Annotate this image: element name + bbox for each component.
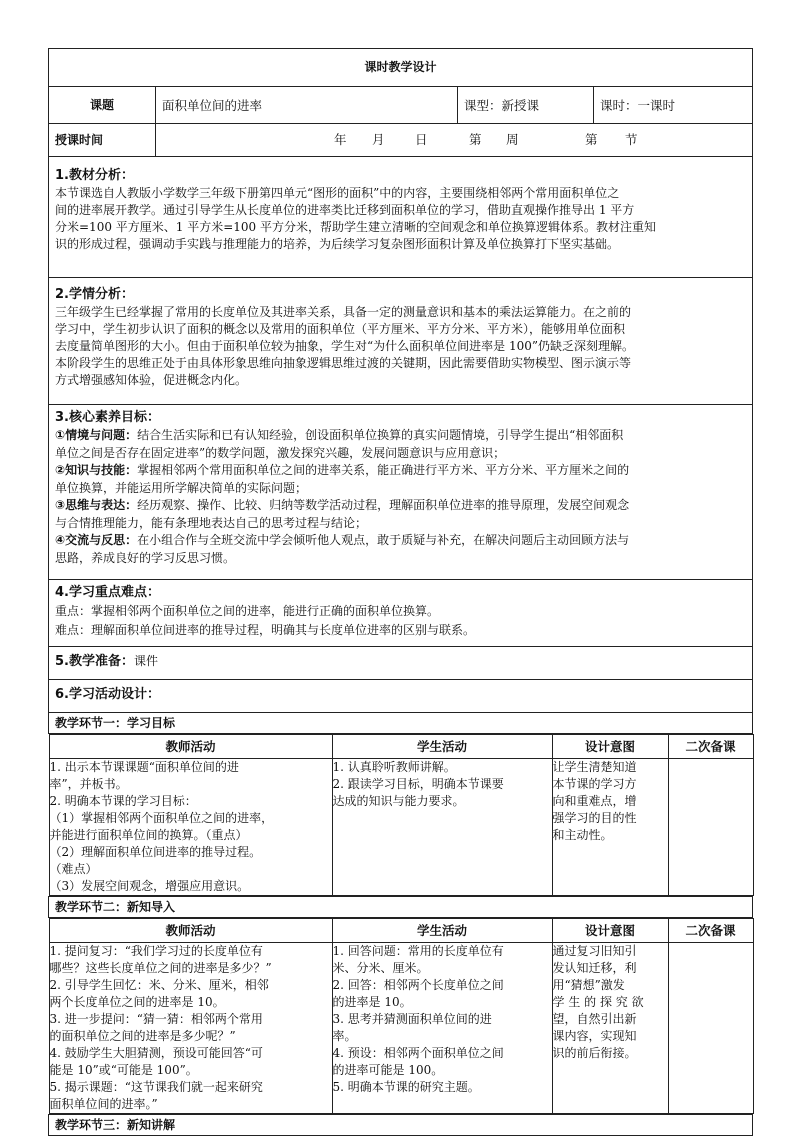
literacy-key: ③思维与表达： (55, 498, 138, 512)
analysis-line: 本节课选自人教版小学数学三年级下册第四单元“图形的面积”中的内容，主要围绕相邻两个常用面积单位之 (55, 186, 620, 200)
stage-1-student (332, 759, 552, 896)
student-line: 的进率是 10。 (332, 995, 412, 1009)
col-teacher: 教师活动 (49, 735, 332, 759)
analysis-line: 识的形成过程，强调动手实践与推理能力的培养，为后续学习复杂图形面积计算及单位换算打下坚实基础。 (55, 237, 620, 251)
teacher-line: 2. 明确本节课的学习目标： (49, 794, 197, 808)
time-week-prefix: 第 (469, 132, 482, 147)
students-line: 本阶段学生的思维正处于由具体形象思维向抽象逻辑思维过渡的关键期，因此需要借助实物模型、图示演示等 (55, 356, 632, 370)
stage-2-student (332, 943, 552, 1114)
students-line: 去度量简单图形的大小。但由于面积单位较为抽象，学生对“为什么面积单位间进率是 100”仍缺乏深刻理解。 (55, 339, 634, 353)
literacy-key: ④交流与反思： (55, 533, 138, 547)
section-prep (49, 647, 753, 680)
student-line: 3. 思考并猜测面积单位间的进 (332, 1012, 492, 1026)
topic-label: 课题 (49, 87, 156, 124)
literacy-text: 结合生活实际和已有认知经验，创设面积单位换算的真实问题情境，引导学生提出“相邻面积 (137, 428, 624, 442)
student-line: 2. 回答：相邻两个长度单位之间 (332, 978, 504, 992)
intent-line: 学 生 的 探 究 欲 (552, 995, 644, 1009)
intent-line: 望，自然引出新 (552, 1012, 637, 1026)
intent-line: 让学生清楚知道 (552, 760, 637, 774)
teacher-line: （1）掌握相邻两个面积单位之间的进率， (49, 811, 274, 825)
student-line: 2. 跟读学习目标，明确本节课要 (332, 777, 504, 791)
literacy-text: 掌握相邻两个常用面积单位之间的进率关系，能正确进行平方米、平方分米、平方厘米之间的 (137, 463, 630, 477)
stage-2-intent (552, 943, 668, 1114)
time-period: 节 (625, 132, 638, 147)
time-month: 月 (372, 132, 385, 147)
literacy-key: ②知识与技能： (55, 463, 138, 477)
student-line: 1. 回答问题：常用的长度单位有 (332, 944, 504, 958)
analysis-line: 间的进率展开教学。通过引导学生从长度单位的进率类比迁移到面积单位的学习，借助直观操作推导出 1 平方 (55, 203, 635, 217)
col-intent: 设计意图 (552, 919, 668, 943)
section-literacy-heading: 3.核心素养目标： (55, 410, 160, 425)
literacy-text: 与合情推理能力，能有条理地表达自己的思考过程与结论； (55, 515, 368, 530)
section-keypoints (49, 580, 753, 647)
intent-line: 强学习的目的性 (552, 811, 637, 825)
section-analysis-heading: 1.教材分析： (55, 168, 134, 183)
teacher-line: （2）理解面积单位间进率的推导过程。 (49, 845, 262, 859)
intent-line: 课内容，实现知 (552, 1029, 637, 1043)
stage-1-block (49, 734, 753, 897)
literacy-text: 思路，养成良好的学习反思习惯。 (55, 550, 236, 565)
lesson-plan-page (48, 48, 752, 1136)
time-fields (156, 124, 753, 157)
literacy-text: 在小组合作与全班交流中学会倾听他人观点，敢于质疑与补充，在解决问题后主动回顾方法与 (137, 533, 630, 547)
keypoint-line: 重点：掌握相邻两个面积单位之间的进率，能进行正确的面积单位换算。 (55, 604, 440, 618)
student-line: 1. 认真聆听教师讲解。 (332, 760, 456, 774)
stage-2-notes (668, 943, 753, 1114)
lesson-plan-table (48, 48, 753, 1136)
teacher-line: 4. 鼓励学生大胆猜测，预设可能回答“可 (49, 1046, 263, 1060)
literacy-text: 单位之间是否存在固定进率”的数学问题，激发探究兴趣，发展问题意识与应用意识； (55, 445, 506, 460)
time-period-prefix: 第 (585, 132, 598, 147)
lesson-type: 课型：新授课 (458, 87, 594, 124)
teacher-line: 并能进行面积单位间的换算。（重点） (49, 828, 248, 842)
section-keypoints-heading: 4.学习重点难点： (55, 585, 160, 600)
lesson-hours: 课时：一课时 (594, 87, 753, 124)
stage-1-table (49, 734, 754, 896)
teacher-line: 的面积单位之间的进率是多少呢？” (49, 1029, 236, 1043)
students-line: 三年级学生已经掌握了常用的长度单位及其进率关系，具备一定的测量意识和基本的乘法运算能力。在之前的 (55, 305, 632, 319)
col-teacher: 教师活动 (49, 919, 332, 943)
col-student: 学生活动 (332, 919, 552, 943)
stage-2-table (49, 918, 754, 1114)
section-activities (49, 680, 753, 713)
teacher-line: 面积单位间的进率。” (49, 1097, 158, 1111)
time-day: 日 (415, 132, 428, 147)
section-literacy (49, 405, 753, 580)
teacher-line: 1. 提问复习：“我们学习过的长度单位有 (49, 944, 263, 958)
stage-1-teacher (49, 759, 332, 896)
section-prep-heading: 5.教学准备： (55, 654, 134, 669)
teacher-line: （难点） (49, 862, 98, 876)
teacher-line: （3）发展空间观念，增强应用意识。 (49, 879, 250, 893)
intent-line: 本节课的学习方 (552, 777, 637, 791)
student-line: 米、分米、厘米。 (332, 961, 429, 975)
teacher-line: 1. 出示本节课课题“面积单位间的进 (49, 760, 239, 774)
prep-value: 课件 (133, 654, 158, 668)
stage-1-intent (552, 759, 668, 896)
time-year: 年 (334, 132, 347, 147)
time-label: 授课时间 (49, 124, 156, 157)
section-activities-heading: 6.学习活动设计： (55, 687, 160, 702)
literacy-text: 单位换算，并能运用所学解决简单的实际问题； (55, 480, 308, 495)
students-line: 方式增强感知体验，促进概念内化。 (55, 373, 248, 387)
student-line: 率。 (332, 1029, 357, 1043)
col-notes: 二次备课 (668, 735, 753, 759)
teacher-line: 2. 引导学生回忆：米、分米、厘米，相邻 (49, 978, 269, 992)
page-title: 课时教学设计 (49, 49, 753, 87)
stage-2-teacher (49, 943, 332, 1114)
literacy-key: ①情境与问题： (55, 428, 138, 442)
teacher-line: 能是 10”或“可能是 100”。 (49, 1063, 198, 1077)
topic-value: 面积单位间的进率 (156, 87, 458, 124)
stage-3-title: 教学环节三：新知讲解 (49, 1115, 753, 1136)
teacher-line: 5. 揭示课题：“这节课我们就一起来研究 (49, 1080, 263, 1094)
intent-line: 向和重难点，增 (552, 794, 637, 808)
stage-1-title: 教学环节一：学习目标 (49, 713, 753, 734)
teacher-line: 3. 进一步提问：“猜一猜：相邻两个常用 (49, 1012, 263, 1026)
stage-2-block (49, 918, 753, 1115)
keypoint-line: 难点：理解面积单位间进率的推导过程，明确其与长度单位进率的区别与联系。 (55, 623, 476, 637)
stage-2-title: 教学环节二：新知导入 (49, 897, 753, 918)
stage-1-notes (668, 759, 753, 896)
col-intent: 设计意图 (552, 735, 668, 759)
intent-line: 发认知迁移，利 (552, 961, 637, 975)
col-student: 学生活动 (332, 735, 552, 759)
teacher-line: 率”，并板书。 (49, 777, 128, 791)
teacher-line: 两个长度单位之间的进率是 10。 (49, 995, 225, 1009)
intent-line: 通过复习旧知引 (552, 944, 637, 958)
teacher-line: 哪些？这些长度单位之间的进率是多少？” (49, 961, 272, 975)
student-line: 5. 明确本节课的研究主题。 (332, 1080, 480, 1094)
students-line: 学习中，学生初步认识了面积的概念以及常用的面积单位（平方厘米、平方分米、平方米），能够用单位面积 (55, 322, 626, 336)
section-students-heading: 2.学情分析： (55, 287, 134, 302)
literacy-text: 经历观察、操作、比较、归纳等数学活动过程，理解面积单位进率的推导原理，发展空间观念 (137, 498, 630, 512)
intent-line: 和主动性。 (552, 828, 613, 842)
section-students (49, 278, 753, 405)
col-notes: 二次备课 (668, 919, 753, 943)
student-line: 4. 预设：相邻两个面积单位之间 (332, 1046, 504, 1060)
student-line: 的进率可能是 100。 (332, 1063, 444, 1077)
intent-line: 用“猜想”激发 (552, 978, 625, 992)
intent-line: 识的前后衔接。 (552, 1046, 637, 1060)
student-line: 达成的知识与能力要求。 (332, 794, 465, 808)
section-analysis (49, 157, 753, 278)
time-week: 周 (506, 132, 519, 147)
analysis-line: 分米=100 平方厘米、1 平方米=100 平方分米，帮助学生建立清晰的空间观念和单位换算逻辑体系。教材注重知 (55, 220, 656, 234)
